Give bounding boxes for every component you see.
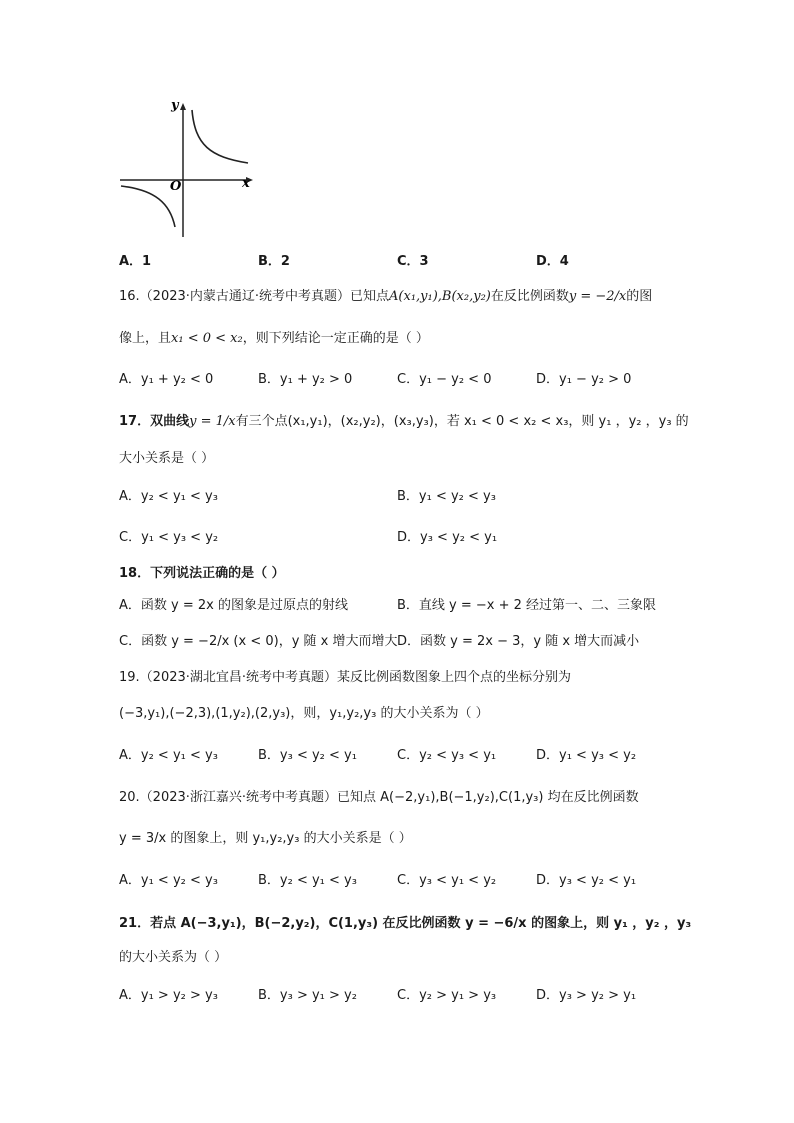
q19-stem-line2: (−3,y₁),(−2,3),(1,y₂),(2,y₃)，则，y₁,y₂,y₃ 的大小关系为（ ） <box>119 706 489 721</box>
q17-stem-line2: 大小关系是（ ） <box>119 451 215 466</box>
q18-option-a[interactable]: A．函数 y = 2x 的图象是过原点的射线 <box>119 598 348 613</box>
q16-option-a[interactable]: A．y₁ + y₂ < 0 <box>119 372 214 387</box>
q15-option-a[interactable]: A．1 <box>119 254 152 269</box>
q16-option-d[interactable]: D．y₁ − y₂ > 0 <box>536 372 632 387</box>
q17-option-c[interactable]: C．y₁ < y₃ < y₂ <box>119 530 219 545</box>
q17-text-a: 17．双曲线 <box>119 414 190 429</box>
q18-option-c[interactable]: C．函数 y = −2/x (x < 0)，y 随 x 增大而增大 <box>119 634 398 649</box>
q19-option-a[interactable]: A．y₂ < y₁ < y₃ <box>119 748 218 763</box>
q17-stem-line1 <box>119 410 689 429</box>
q18-stem: 18．下列说法正确的是（ ） <box>119 566 285 581</box>
q19-option-b[interactable]: B．y₃ < y₂ < y₁ <box>258 748 357 763</box>
q21-option-c[interactable]: C．y₂ > y₁ > y₃ <box>397 988 497 1003</box>
q16-text-c: 的图 <box>626 289 653 304</box>
q21-stem-text: 21．若点 A(−3,y₁)，B(−2,y₂)，C(1,y₃) 在反比例函数 y = −6/x 的图象上，则 y₁ ，y₂ ，y₃ <box>119 916 692 931</box>
q17-math-function: y = 1/x <box>189 414 236 429</box>
q20-option-d[interactable]: D．y₃ < y₂ < y₁ <box>536 873 637 888</box>
q17-text-b: 有三个点(x₁,y₁)，(x₂,y₂)，(x₃,y₃)，若 x₁ < 0 < x₂ < x₃，则 y₁ ，y₂ ，y₃ 的 <box>235 414 689 429</box>
q15-option-b[interactable]: B．2 <box>258 254 290 269</box>
q16-text-e: ，则下列结论一定正确的是（ ） <box>242 331 429 346</box>
q16-option-c[interactable]: C．y₁ − y₂ < 0 <box>397 372 492 387</box>
q20-option-b[interactable]: B．y₂ < y₁ < y₃ <box>258 873 357 888</box>
q16-text-a: 16.（2023·内蒙古通辽·统考中考真题）已知点 <box>119 289 390 304</box>
q21-stem-line2: 的大小关系为（ ） <box>119 950 228 965</box>
q16-math-condition: x₁ < 0 < x₂ <box>171 331 243 346</box>
hyperbola-branch-q3 <box>121 186 175 227</box>
q21-option-a[interactable]: A．y₁ > y₂ > y₃ <box>119 988 218 1003</box>
hyperbola-branch-q1 <box>192 110 248 163</box>
q16-stem-line1 <box>119 285 679 304</box>
q20-stem-line1: 20.（2023·浙江嘉兴·统考中考真题）已知点 A(−2,y₁),B(−1,y₂),C(1,y₃) 均在反比例函数 <box>119 790 639 805</box>
q16-text-d: 像上，且 <box>119 331 172 346</box>
q21-stem-line1 <box>119 912 692 931</box>
q19-option-d[interactable]: D．y₁ < y₃ < y₂ <box>536 748 637 763</box>
q20-option-a[interactable]: A．y₁ < y₂ < y₃ <box>119 873 218 888</box>
q16-stem-line2 <box>119 327 679 346</box>
q16-option-b[interactable]: B．y₁ + y₂ > 0 <box>258 372 353 387</box>
hyperbola-graph <box>115 95 265 240</box>
q19-option-c[interactable]: C．y₂ < y₃ < y₁ <box>397 748 497 763</box>
q15-option-d[interactable]: D．4 <box>536 254 569 269</box>
q15-option-c[interactable]: C．3 <box>397 254 429 269</box>
y-axis-label: y <box>171 98 179 113</box>
q20-stem-line2: y = 3/x 的图象上，则 y₁,y₂,y₃ 的大小关系是（ ） <box>119 831 412 846</box>
q16-math-points: A(x₁,y₁),B(x₂,y₂) <box>389 289 491 304</box>
q20-option-c[interactable]: C．y₃ < y₁ < y₂ <box>397 873 497 888</box>
q18-option-b[interactable]: B．直线 y = −x + 2 经过第一、二、三象限 <box>397 598 657 613</box>
q21-option-b[interactable]: B．y₃ > y₁ > y₂ <box>258 988 357 1003</box>
q19-stem-line1: 19.（2023·湖北宜昌·统考中考真题）某反比例函数图象上四个点的坐标分别为 <box>119 670 572 685</box>
q21-option-d[interactable]: D．y₃ > y₂ > y₁ <box>536 988 637 1003</box>
q17-option-a[interactable]: A．y₂ < y₁ < y₃ <box>119 489 218 504</box>
y-axis-arrow <box>180 103 186 110</box>
q16-math-function: y = −2/x <box>568 289 627 304</box>
q18-option-d[interactable]: D．函数 y = 2x − 3，y 随 x 增大而减小 <box>397 634 640 649</box>
q17-option-b[interactable]: B．y₁ < y₂ < y₃ <box>397 489 496 504</box>
q16-text-b: 在反比例函数 <box>490 289 569 304</box>
origin-label: O <box>170 179 182 194</box>
x-axis-label: x <box>242 176 250 191</box>
q17-option-d[interactable]: D．y₃ < y₂ < y₁ <box>397 530 498 545</box>
